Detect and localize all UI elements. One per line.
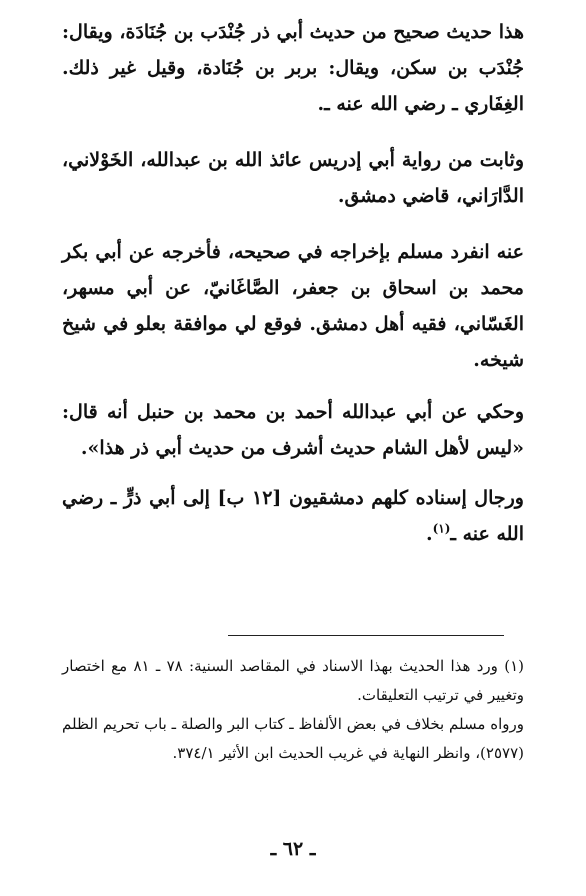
paragraph-narrator: وثابت من رواية أبي إدريس عائذ الله بن عبدالله، الخَوْلاني، الدَّارَاني، قاضي دمشق.: [62, 149, 524, 207]
footnotes: [62, 652, 524, 768]
page-number: ـ ٦٢ ـ: [270, 838, 316, 860]
paragraph-end-period: .: [425, 523, 433, 545]
paragraph-muslim-chain: عنه انفرد مسلم بإخراجه في صحيحه، فأخرجه عن أبي بكر محمد بن اسحاق بن جعفر، الصَّاغَانيّ، عن أبي مسهر، الغَسّاني، فقيه أهل دمشق. فوقع لي موافقة بعلو في شيخ شيخه.: [62, 241, 524, 371]
footnote-separator-rule: [228, 635, 504, 636]
footnote-1-continued: ورواه مسلم بخلاف في بعض الألفاظ ـ كتاب البر والصلة ـ باب تحريم الظلم (٢٥٧٧)، وانظر النهاية في غريب الحديث ابن الأثير ٣٧٤/١.: [62, 715, 524, 762]
main-text: [62, 14, 524, 552]
paragraph-hadith-grade: هذا حديث صحيح من حديث أبي ذر جُنْدَب بن جُنَادَة، ويقال: جُنْدَب بن سكن، ويقال: بربر بن جُنَادة، وقيل غير ذلك. الغِفَاري ـ رضي الله عنه ـ.: [62, 21, 524, 115]
footnote-marker: (١): [432, 521, 451, 536]
paragraph-narrators-damascene: [62, 480, 524, 552]
paragraph-narrators-text: ورجال إسناده كلهم دمشقيون [١٢ ب] إلى أبي ذرٍّ ـ رضي الله عنه ـ: [62, 487, 524, 545]
paragraph-ahmad-quote: وحكي عن أبي عبدالله أحمد بن محمد بن حنبل أنه قال: «ليس لأهل الشام حديث أشرف من حديث أبي ذر هذا».: [62, 401, 524, 459]
footnote-1: (١) ورد هذا الحديث بهذا الاسناد في المقاصد السنية: ٧٨ ـ ٨١ مع اختصار وتغيير في ترتيب التعليقات.: [62, 657, 524, 704]
